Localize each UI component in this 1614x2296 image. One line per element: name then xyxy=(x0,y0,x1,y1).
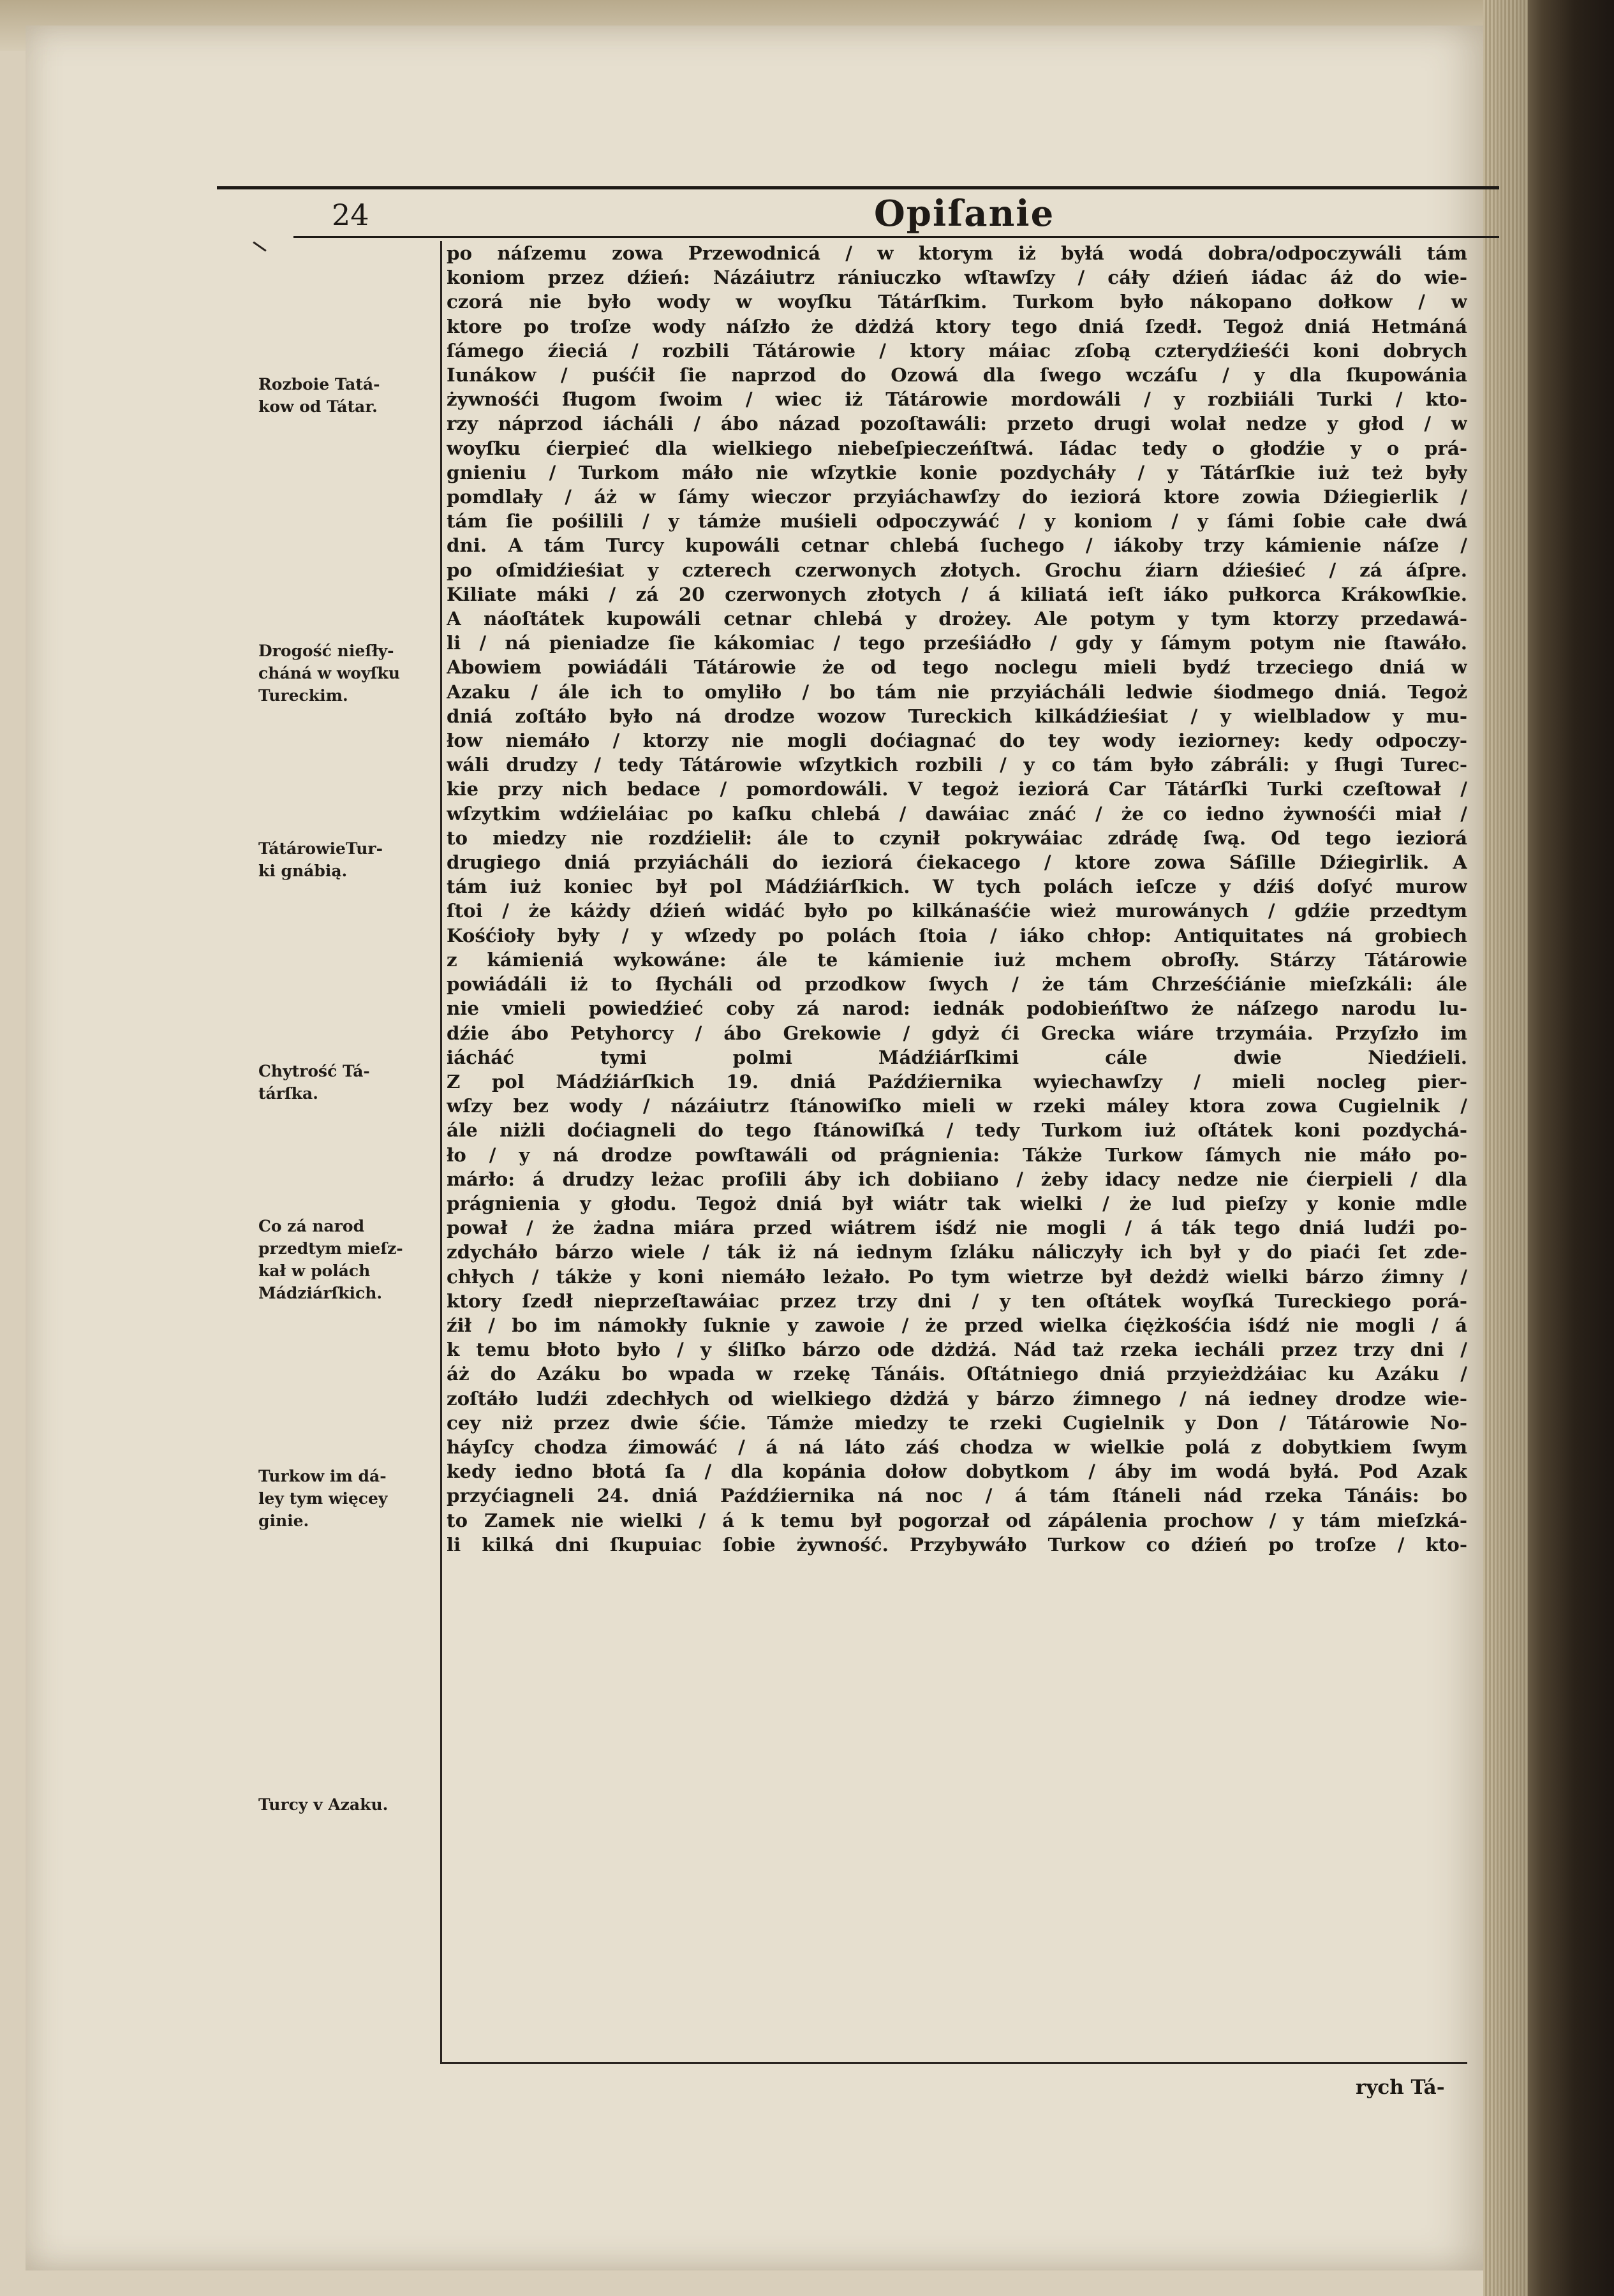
body-line: z kámieniá wykowáne: ále te kámienie iuż mchem obroſły. Stárzy Tátárowie xyxy=(447,948,1467,971)
body-line: tám iuż koniec był pol Mádźiárſkich. W tych polách ieſcze y dźiś doſyć murow xyxy=(447,875,1467,898)
margin-note xyxy=(258,640,437,707)
margin-note-line: Turcy v Azaku. xyxy=(258,1795,389,1814)
body-line: nie vmieli powiedźieć coby zá narod: iednák podobieńſtwo że náſzego narodu lu- xyxy=(447,997,1467,1020)
body-line: áż do Azáku bo wpada w rzekę Tánáis. Oſtátniego dniá przyieżdżáiac ku Azáku / xyxy=(447,1362,1467,1385)
bottom-rule xyxy=(440,2062,1467,2064)
body-line: wſzytkim wdźieláiac po kaſku chlebá / dawáiac znáć / że co iedno żywnośći miał / xyxy=(447,802,1467,825)
body-line: ſtoi / że káżdy dźień widáć było po kilkánaśćie wież murowánych / gdźie przedtym xyxy=(447,899,1467,922)
page-number: 24 xyxy=(332,198,369,232)
body-line: gnieniu / Turkom máło nie wſzytkie konie pozdycháły / y Tátárſkie iuż też były xyxy=(447,460,1467,483)
body-line: wáli drudzy / tedy Tátárowie wſzytkich rozbili / y co tám było zábráli: y ſługi Turec- xyxy=(447,753,1467,776)
body-line: háyſcy chodza źimowáć / á ná láto záś chodza w wielkie polá z dobytkiem ſwym xyxy=(447,1435,1467,1458)
catchword: rych Tá- xyxy=(1356,2076,1445,2099)
body-line: pomdlały / áż w ſámy wieczor przyiáchawſzy do ieziorá ktore zowia Dźiegierlik / xyxy=(447,485,1467,508)
body-text xyxy=(447,241,1467,1557)
running-title: Opiſanie xyxy=(874,193,1055,235)
margin-note xyxy=(258,1465,437,1532)
body-line: koniom przez dźień: Názáiutrz rániuczko wſtawſzy / cáły dźień iádac áż do wie- xyxy=(447,266,1467,289)
body-line: dni. A tám Turcy kupowáli cetnar chlebá ſuchego / iákoby trzy kámienie náſze / xyxy=(447,534,1467,557)
margin-note-line: tárſka. xyxy=(258,1084,318,1103)
body-line: to Zamek nie wielki / á k temu był pogorzał od zápálenia prochow / y tám mieſzká- xyxy=(447,1508,1467,1531)
book-binding xyxy=(1483,0,1614,2296)
margin-note-line: Turkow im dá- xyxy=(258,1467,387,1485)
body-line: cey niż przez dwie śćie. Támże miedzy te rzeki Cugielnik y Don / Tátárowie No- xyxy=(447,1411,1467,1434)
page-edges xyxy=(1483,0,1528,2296)
body-line: ło / y ná drodze powſtawáli od prágnienia: Tákże Turkow ſámych nie máło po- xyxy=(447,1143,1467,1166)
body-line: li / ná pieniadze ſie kákomiac / tego prześiádło / gdy y ſámym potym nie ſtawáło. xyxy=(447,631,1467,654)
body-line: przyćiagneli 24. dniá Paźdźiernika ná noc / á tám ſtáneli nád rzeka Tánáis: bo xyxy=(447,1484,1467,1507)
body-line: zdycháło bárzo wiele / ták iż ná iednym ſzláku náliczyły ich był y do piaći ſet zde- xyxy=(447,1240,1467,1263)
body-line: Iunákow / puśćił ſie naprzod do Ozowá dla ſwego wczáſu / y dla ſkupowánia xyxy=(447,364,1467,386)
margin-note-line: ley tym więcey xyxy=(258,1489,388,1508)
body-line: źił / bo im námokły ſuknie y zawoie / że przed wielka ćiężkośćia iśdź nie mogli / á xyxy=(447,1313,1467,1336)
body-line: rzy náprzod iácháli / ábo názad pozoſtawáli: przeto drugi wolał nedze y głod / w xyxy=(447,412,1467,435)
body-line: márło: á drudzy leżac proſili áby ich dobiiano / żeby idacy nedze nie ćierpieli / dla xyxy=(447,1167,1467,1190)
body-line: ktory ſzedł nieprzeſtawáiac przez trzy dni / y ten oſtátek woyſká Tureckiego porá- xyxy=(447,1289,1467,1312)
margin-note xyxy=(258,1060,437,1105)
body-line: dniá zoſtáło było ná drodze wozow Tureckich kilkádźieśiat / y wielbladow y mu- xyxy=(447,704,1467,727)
body-line: ále niżli doćiagneli do tego ſtánowiſká / tedy Turkom iuż oſtátek koni pozdychá- xyxy=(447,1119,1467,1142)
body-line: A náoſtátek kupowáli cetnar chlebá y drożey. Ale potym y tym ktorzy przedawá- xyxy=(447,607,1467,630)
body-line: żywnośći ſługom ſwoim / wiec iż Tátárowie mordowáli / y rozbiiáli Turki / kto- xyxy=(447,388,1467,411)
body-line: Z pol Mádźiárſkich 19. dniá Paźdźiernika wyiechawſzy / mieli nocleg pier- xyxy=(447,1070,1467,1093)
body-line: Azaku / ále ich to omyliło / bo tám nie przyiácháli ledwie śiodmego dniá. Tegoż xyxy=(447,680,1467,703)
body-line: woyſku ćierpieć dla wielkiego niebeſpieczeńſtwá. Iádac tedy o głodźie y o prá- xyxy=(447,436,1467,459)
margin-note-line: Drogość nieſły- xyxy=(258,642,394,660)
margin-note-line: cháná w woyſku xyxy=(258,664,400,682)
margin-note-line: przedtym mieſz- xyxy=(258,1239,403,1258)
body-line: Abowiem powiádáli Tátárowie że od tego noclegu mieli bydź trzeciego dniá w xyxy=(447,656,1467,679)
body-line: iácháć tymi polmi Mádźiárſkimi cále dwie Niedźieli. xyxy=(447,1045,1467,1068)
margin-note-line: ginie. xyxy=(258,1512,309,1530)
body-line: kedy iedno błotá ſa / dla kopánia dołow dobytkom / áby im wodá byłá. Pod Azak xyxy=(447,1460,1467,1483)
body-line: k temu błoto było / y śliſko bárzo ode dżdżá. Nád taż rzeka iecháli przez trzy dni / xyxy=(447,1338,1467,1361)
body-line: prágnienia y głodu. Tegoż dniá był wiátr tak wielki / że lud pieſzy y konie mdle xyxy=(447,1191,1467,1214)
body-line: po oſmidźieśiat y czterech czerwonych złotych. Grochu źiarn dźieśieć / zá áſpre. xyxy=(447,558,1467,581)
body-line: pował / że żadna miára przed wiátrem iśdź nie mogli / á ták tego dniá ludźi po- xyxy=(447,1216,1467,1239)
body-line: Kośćioły były / y wſzedy po polách ſtoia / iáko chłop: Antiquitates ná grobiech xyxy=(447,924,1467,946)
body-line: chłych / tákże y koni niemáło leżało. Po tym wietrze był deżdż wielki bárzo źimny / xyxy=(447,1265,1467,1288)
body-line: powiádáli iż to ſłycháli od przodkow ſwych / że tám Chrześćiánie mieſzkáli: ále xyxy=(447,973,1467,996)
margin-note xyxy=(258,1215,437,1304)
margin-note-line: TátárowieTur- xyxy=(258,839,383,858)
margin-note xyxy=(258,1793,437,1816)
body-line: zoſtáło ludźi zdechłych od wielkiego dżdżá y bárzo źimnego / ná iedney drodze wie- xyxy=(447,1387,1467,1409)
body-line: czorá nie było wody w woyſku Tátárſkim. Turkom było nákopano dołkow / w xyxy=(447,290,1467,313)
body-line: tám ſie pośilili / y támże muśieli odpoczywáć / y koniom / y ſámi ſobie całe dwá xyxy=(447,510,1467,533)
margin-note-line: Co zá narod xyxy=(258,1217,365,1235)
margin-rule xyxy=(440,241,442,2062)
body-line: li kilká dni ſkupuiac ſobie żywność. Przybywáło Turkow co dźień po troſze / kto- xyxy=(447,1533,1467,1556)
body-line: łow niemáło / ktorzy nie mogli doćiagnać do tey wody ieziorney: kedy odpoczy- xyxy=(447,729,1467,752)
body-line: dźie ábo Petyhorcy / ábo Grekowie / gdyż ći Grecka wiáre trzymáia. Przyſzło im xyxy=(447,1021,1467,1044)
body-line: ſámego źieciá / rozbili Tátárowie / ktory máiac zſobą czterydźieśći koni dobrych xyxy=(447,339,1467,362)
margin-note-line: ki gnábią. xyxy=(258,862,348,880)
body-line: po náſzemu zowa Przewodnicá / w ktorym iż byłá wodá dobra/odpoczywáli tám xyxy=(447,242,1467,264)
body-line: drugiego dniá przyiácháli do ieziorá ćiekacego / ktore zowa Sáſille Dźiegirlik. A xyxy=(447,851,1467,874)
margin-note-line: kał w polách xyxy=(258,1262,371,1280)
header-rule xyxy=(217,186,1499,189)
margin-note-line: Tureckim. xyxy=(258,686,348,705)
body-line: wſzy bez wody / názáiutrz ſtánowiſko mieli w rzeki máley ktora zowa Cugielnik / xyxy=(447,1094,1467,1117)
body-line: to miedzy nie rozdźielił: ále to czynił pokrywáiac zdrádę ſwą. Od tego ieziorá xyxy=(447,826,1467,849)
margin-note xyxy=(258,837,437,882)
margin-note xyxy=(258,373,437,418)
margin-note-line: Rozboie Tatá- xyxy=(258,375,380,394)
body-line: kie przy nich bedace / pomordowáli. V tegoż ieziorá Car Tátárſki Turki czeſtował / xyxy=(447,777,1467,800)
margin-note-line: Mádziárſkich. xyxy=(258,1284,383,1302)
body-line: ktore po troſze wody náſzło że dżdżá ktory tego dniá ſzedł. Tegoż dniá Hetmáná xyxy=(447,314,1467,337)
body-line: Kiliate máki / zá 20 czerwonych złotych / á kiliatá ieſt iáko pułkorca Krákowſkie. xyxy=(447,582,1467,605)
header-underline xyxy=(293,236,1499,238)
margin-note-line: Chytrość Tá- xyxy=(258,1062,370,1080)
margin-note-line: kow od Tátar. xyxy=(258,397,378,416)
